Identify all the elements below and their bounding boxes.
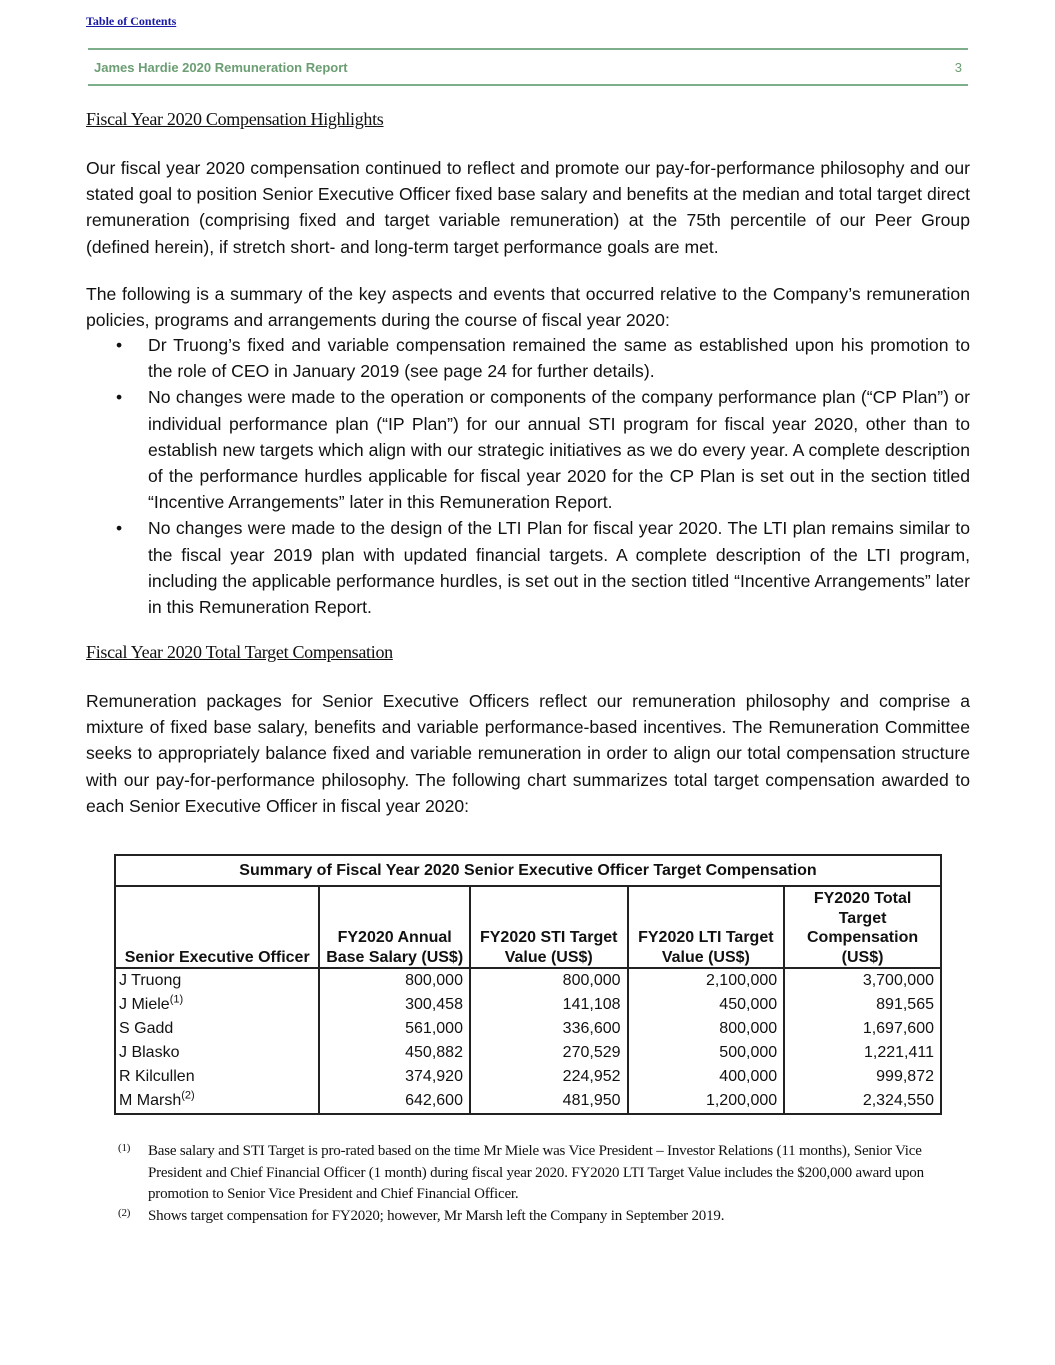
base-salary-cell: 300,458 xyxy=(319,993,470,1017)
bullet-icon: • xyxy=(116,387,123,408)
table-of-contents-link[interactable]: Table of Contents xyxy=(86,14,177,28)
base-salary-cell: 800,000 xyxy=(319,968,470,993)
section-title-highlights: Fiscal Year 2020 Compensation Highlights xyxy=(86,109,384,129)
sti-cell: 270,529 xyxy=(470,1041,628,1065)
lti-cell: 450,000 xyxy=(628,993,785,1017)
sti-cell: 481,950 xyxy=(470,1089,628,1114)
compensation-table xyxy=(114,854,942,1115)
column-header-sti: FY2020 STI Target Value (US$) xyxy=(470,886,628,968)
officer-name: S Gadd xyxy=(115,1017,319,1041)
base-salary-cell: 374,920 xyxy=(319,1065,470,1089)
lti-cell: 2,100,000 xyxy=(628,968,785,993)
total-cell: 891,565 xyxy=(784,993,941,1017)
base-salary-cell: 642,600 xyxy=(319,1089,470,1114)
bullet-icon: • xyxy=(116,518,123,539)
column-header-officer: Senior Executive Officer xyxy=(115,886,319,968)
sti-cell: 800,000 xyxy=(470,968,628,993)
lti-cell: 400,000 xyxy=(628,1065,785,1089)
table-row xyxy=(115,1065,941,1089)
sti-cell: 224,952 xyxy=(470,1065,628,1089)
list-item xyxy=(86,384,970,515)
paragraph-remuneration-packages: Remuneration packages for Senior Executive Officers reflect our remuneration philosophy and comprise a mixture of fixed base salary, benefits and variable performance-based incentives. The Remuneration Committee seeks to appropriately balance fixed and variable remuneration in order to align our total compensation structure with our pay-for-performance philosophy. The following chart summarizes total target compensation awarded to each Senior Executive Officer in fiscal year 2020: xyxy=(86,691,970,816)
list-item xyxy=(86,515,970,620)
lti-cell: 1,200,000 xyxy=(628,1089,785,1114)
footnote-mark: (1) xyxy=(118,1142,131,1154)
highlights-bullet-list xyxy=(86,332,970,620)
table-row xyxy=(115,993,941,1017)
bullet-text: No changes were made to the operation or components of the company performance plan (“CP Plan”) or individual performance plan (“IP Plan”) for our annual STI program for fiscal year 2020, other than to establish new targets which align with our strategic initiatives as we do every year. A complete description of the performance hurdles applicable for fiscal year 2020 for the CP Plan is set out in the section titled “Incentive Arrangements” later in this Remuneration Report. xyxy=(148,387,970,513)
header-bottom-rule xyxy=(88,84,968,86)
sti-cell: 336,600 xyxy=(470,1017,628,1041)
report-title: James Hardie 2020 Remuneration Report xyxy=(94,60,348,75)
footnote-mark: (2) xyxy=(118,1206,131,1219)
column-header-lti: FY2020 LTI Target Value (US$) xyxy=(628,886,785,968)
lti-cell: 800,000 xyxy=(628,1017,785,1041)
paragraph-intro: Our fiscal year 2020 compensation continued to reflect and promote our pay-for-performance philosophy and our stated goal to position Senior Executive Officer fixed base salary and benefits at the median and total target direct remuneration (comprising fixed and target variable remuneration) at the 75th percentile of our Peer Group (defined herein), if stretch short- and long-term target performance goals are met. xyxy=(86,158,970,257)
column-header-base-salary: FY2020 Annual Base Salary (US$) xyxy=(319,886,470,968)
total-cell: 1,221,411 xyxy=(784,1041,941,1065)
officer-name: M Marsh$^{(2)}$ xyxy=(115,1089,319,1114)
bullet-text: No changes were made to the design of the LTI Plan for fiscal year 2020. The LTI plan remains similar to the fiscal year 2019 plan with updated financial targets. A complete description of the LTI program, including the applicable performance hurdles, is set out in the section titled “Incentive Arrangements” later in this Remuneration Report. xyxy=(148,518,970,618)
table-caption: Summary of Fiscal Year 2020 Senior Executive Officer Target Compensation xyxy=(115,855,941,886)
base-salary-cell: 450,882 xyxy=(319,1041,470,1065)
table-row xyxy=(115,968,941,993)
officer-name: J Blasko xyxy=(115,1041,319,1065)
sti-cell: 141,108 xyxy=(470,993,628,1017)
bullet-text: Dr Truong’s fixed and variable compensation remained the same as established upon his promotion to the role of CEO in January 2019 (see page 24 for further details). xyxy=(148,335,970,382)
page-number: 3 xyxy=(954,60,962,75)
footnote-1 xyxy=(118,1141,978,1206)
section-title-total-target: Fiscal Year 2020 Total Target Compensation xyxy=(86,642,393,662)
total-cell: 2,324,550 xyxy=(784,1089,941,1114)
column-header-total: FY2020 Total Target Compensation (US$) xyxy=(784,886,941,968)
footnote-text: Shows target compensation for FY2020; however, Mr Marsh left the Company in September 2019. xyxy=(148,1207,725,1224)
table-row xyxy=(115,1041,941,1065)
list-item xyxy=(86,332,970,384)
total-cell: 999,872 xyxy=(784,1065,941,1089)
table-row xyxy=(115,1089,941,1114)
footnotes xyxy=(118,1141,978,1227)
footnote-ref: (1) xyxy=(169,993,184,1006)
footnote-text: Base salary and STI Target is pro-rated based on the time Mr Miele was Vice President – Investor Relations (11 months), Senior Vice President and Chief Financial Officer (1 month) during fiscal year 2020. FY2020 LTI Target Value includes the $200,000 award upon promotion to Senior Vice President and Chief Financial Officer. xyxy=(148,1143,924,1202)
footnote-2 xyxy=(118,1206,978,1228)
lti-cell: 500,000 xyxy=(628,1041,785,1065)
bullet-icon: • xyxy=(116,335,123,355)
paragraph-summary-lead: The following is a summary of the key aspects and events that occurred relative to the Company’s remuneration policies, programs and arrangements during the course of fiscal year 2020: xyxy=(86,284,970,331)
officer-name: J Miele$^{(1)}$ xyxy=(115,993,319,1017)
officer-name: J Truong xyxy=(115,968,319,993)
total-cell: 3,700,000 xyxy=(784,968,941,993)
table-row xyxy=(115,1017,941,1041)
footnote-ref: (2) xyxy=(181,1089,195,1102)
officer-name: R Kilcullen xyxy=(115,1065,319,1089)
header-top-rule xyxy=(88,48,968,50)
total-cell: 1,697,600 xyxy=(784,1017,941,1041)
base-salary-cell: 561,000 xyxy=(319,1017,470,1041)
